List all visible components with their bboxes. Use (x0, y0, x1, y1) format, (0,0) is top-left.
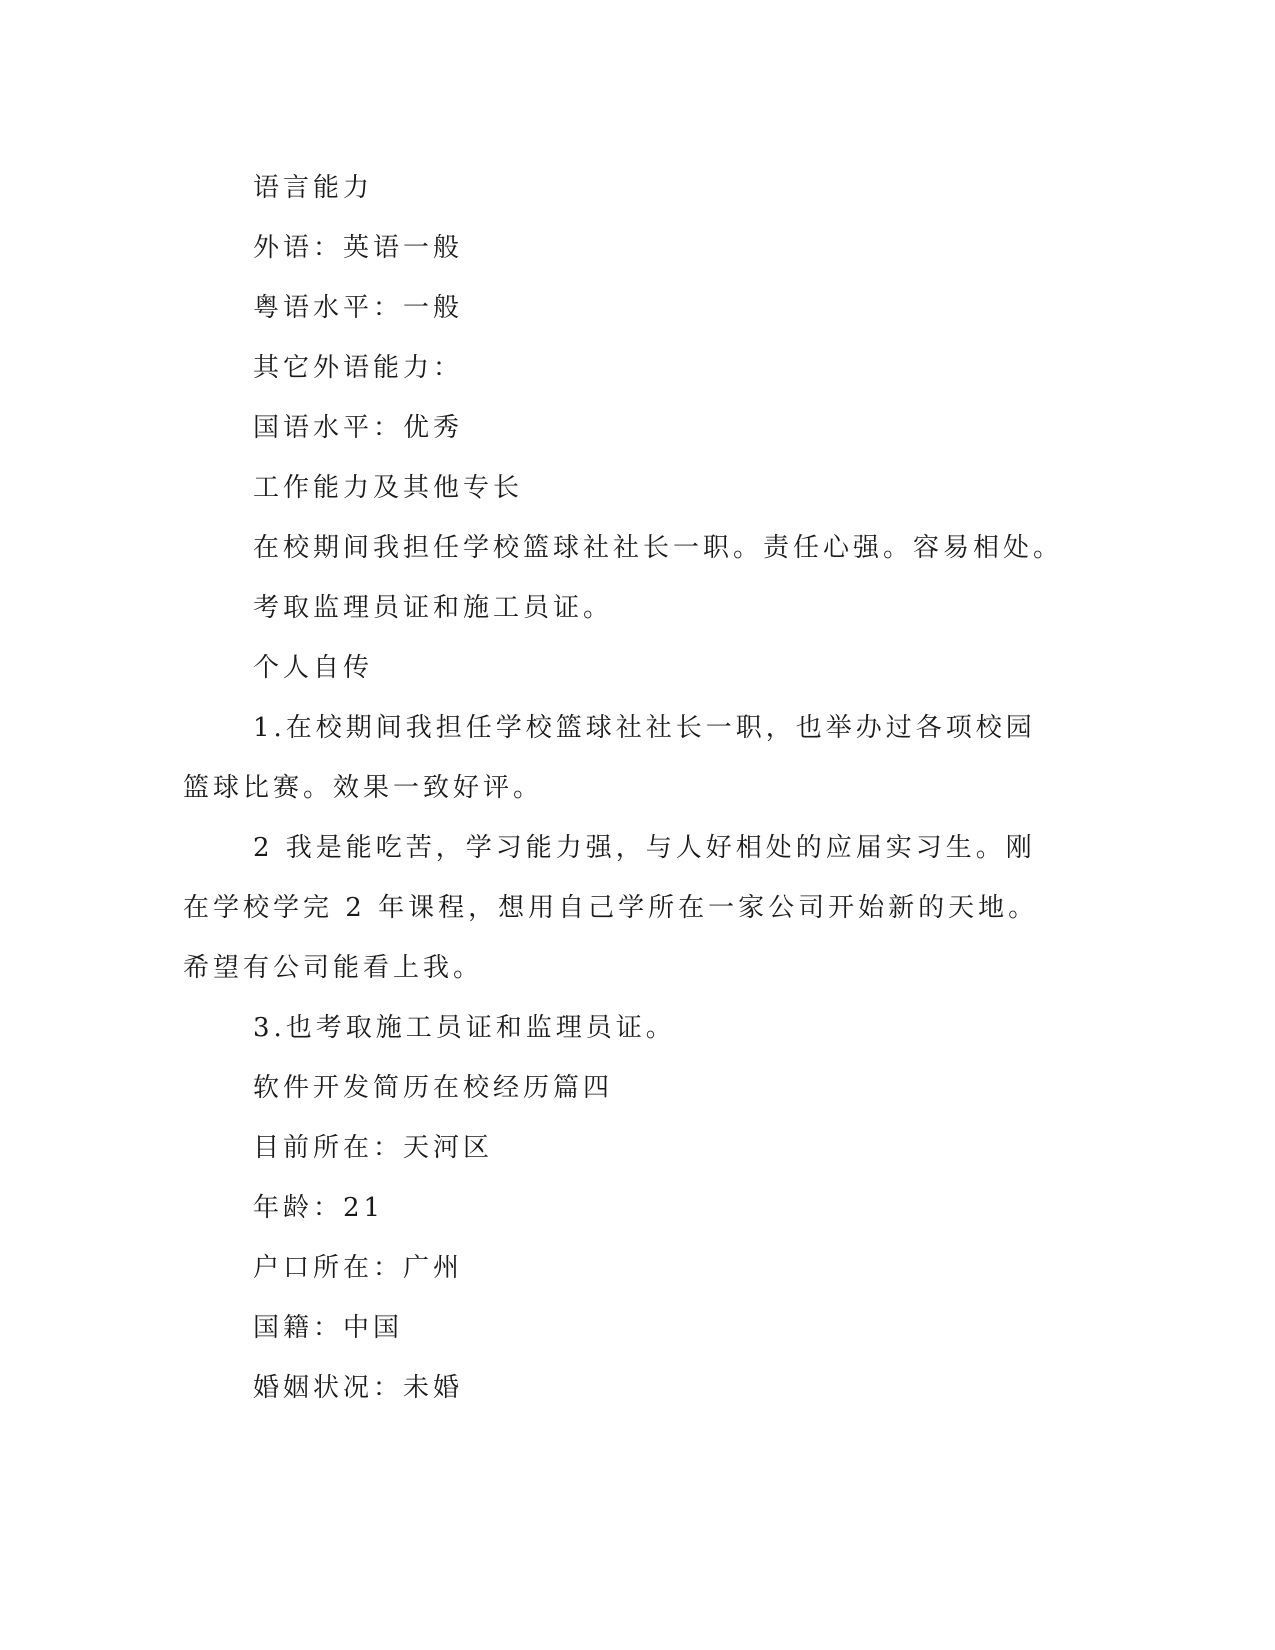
field-foreign-language: 外语：英语一般 (253, 233, 464, 263)
field-age: 年龄：21 (253, 1193, 385, 1223)
document-body (183, 158, 1063, 1418)
heading-language-ability: 语言能力 (253, 173, 374, 203)
field-other-languages: 其它外语能力： (253, 353, 464, 383)
field-nationality: 国籍：中国 (253, 1313, 404, 1343)
paragraph-item-1: 1.在校期间我担任学校篮球社社长一职，也举办过各项校园篮球比赛。效果一致好评。 (183, 713, 1036, 803)
paragraph-item-3: 3.也考取施工员证和监理员证。 (253, 1013, 676, 1043)
paragraph-certificates: 考取监理员证和施工员证。 (253, 593, 614, 623)
heading-resume-part-four: 软件开发简历在校经历篇四 (253, 1073, 614, 1103)
field-mandarin-level: 国语水平：优秀 (253, 413, 464, 443)
field-current-location: 目前所在：天河区 (253, 1133, 494, 1163)
heading-self-introduction: 个人自传 (253, 653, 374, 683)
paragraph-club-president: 在校期间我担任学校篮球社社长一职。责任心强。容易相处。 (253, 533, 1064, 563)
field-household-registration: 户口所在：广州 (253, 1253, 464, 1283)
field-marital-status: 婚姻状况：未婚 (253, 1373, 464, 1403)
heading-work-ability: 工作能力及其他专长 (253, 473, 524, 503)
paragraph-item-2: 2 我是能吃苦，学习能力强，与人好相处的应届实习生。刚在学校学完 2 年课程，想用自己学所在一家公司开始新的天地。希望有公司能看上我。 (183, 833, 1039, 983)
field-cantonese-level: 粤语水平：一般 (253, 293, 464, 323)
